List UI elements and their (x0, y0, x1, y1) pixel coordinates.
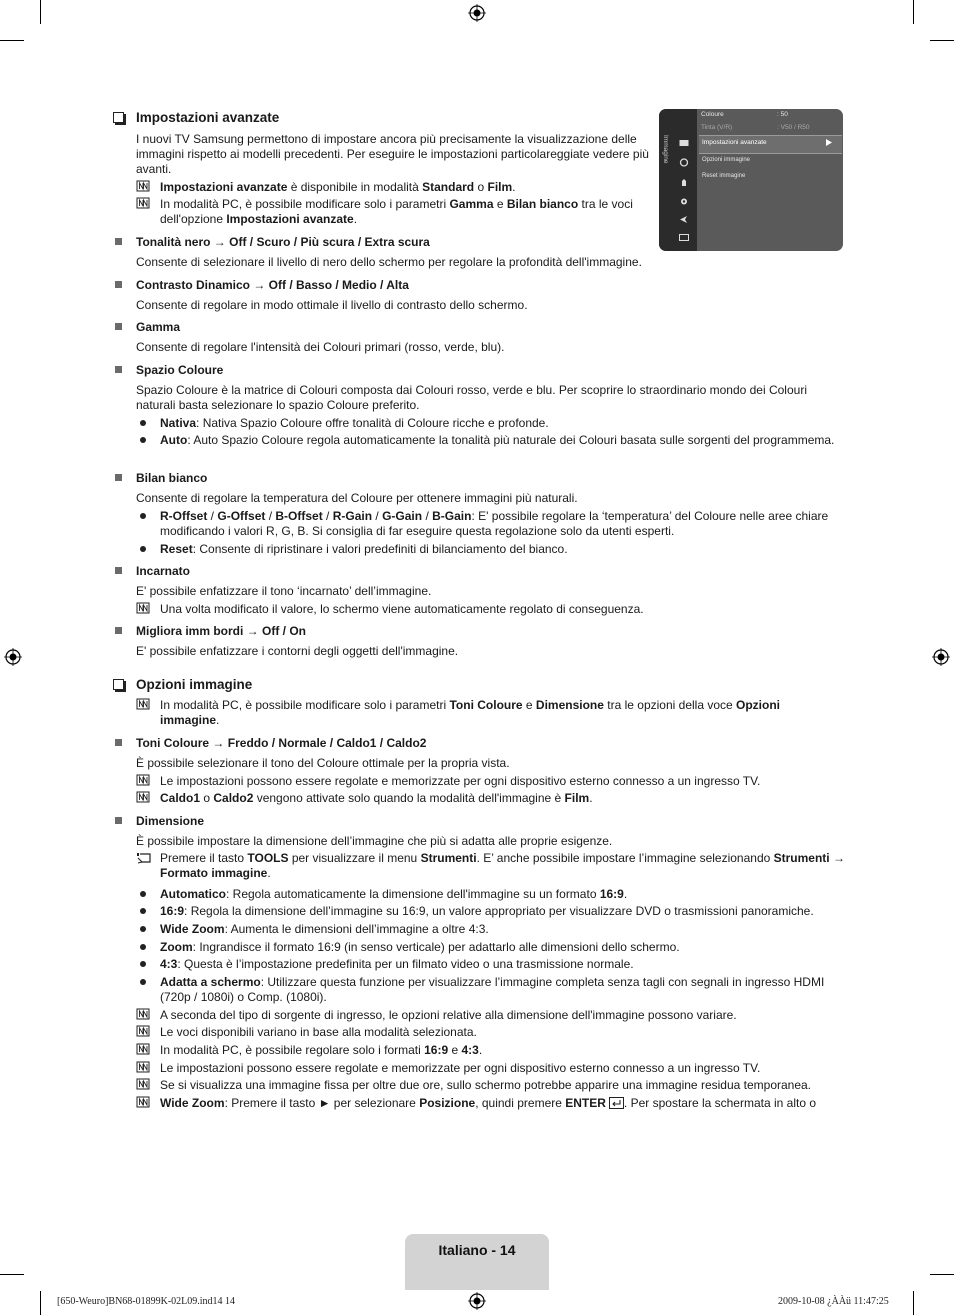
text: tra le opzioni della voce (603, 698, 737, 712)
bold-text: Strumenti → Formato immagine (160, 851, 845, 880)
bullet-icon (140, 420, 146, 426)
section-title: Impostazioni avanzate (136, 110, 280, 125)
text: e (493, 197, 507, 211)
note-icon (136, 602, 150, 614)
text: : Aumenta le dimensioni dell’immagine a oltre 4:3. (224, 922, 489, 936)
paragraph: Consente di regolare la temperatura del Coloure per ottenere immagini più naturali. (136, 491, 578, 505)
bold-text: Automatico (160, 887, 226, 901)
text: vengono attivate solo quando la modalità dell'immagine è (253, 791, 565, 805)
text: : Premere il tasto ► per selezionare (224, 1096, 420, 1110)
note-icon (136, 1078, 150, 1090)
bold-text: G-Offset (217, 509, 266, 523)
bold-text: Reset (160, 542, 193, 556)
square-bullet-icon (115, 366, 122, 373)
application-icon (679, 233, 689, 242)
note-icon (136, 774, 150, 786)
bold-text: Auto (160, 433, 188, 447)
text: . (216, 713, 220, 727)
text: : Regola la dimensione dell’immagine su 16:9, un valore appropriato per visualizzare DVD o trasmissioni panoramiche. (184, 904, 814, 918)
print-date: 2009-10-08 ¿ÀÀü 11:47:25 (778, 1296, 889, 1307)
bold-text: Strumenti (420, 851, 477, 865)
bold-text: Impostazioni avanzate (226, 212, 354, 226)
sound-icon (679, 158, 689, 167)
text: Premere il tasto (160, 851, 248, 865)
bold-text: Film (564, 791, 590, 805)
note-icon (136, 698, 150, 710)
note-text: Le impostazioni possono essere regolate e memorizzate per ogni dispositivo esterno connesso a un ingresso TV. (160, 774, 761, 788)
bullet-icon (140, 961, 146, 967)
bold-text: Gamma (449, 197, 494, 211)
text: . (478, 1043, 483, 1057)
bold-text: Bilan bianco (506, 197, 579, 211)
note-icon (136, 180, 150, 192)
bold-text: TOOLS (247, 851, 289, 865)
bold-text: 4:3 (461, 1043, 479, 1057)
bold-text: Standard (422, 180, 475, 194)
menu-item[interactable]: Impostazioni avanzate (702, 139, 767, 146)
bullet-icon (140, 908, 146, 914)
bold-text: 16:9 (599, 887, 624, 901)
bold-text: Adatta a schermo (160, 975, 261, 989)
paragraph: Consente di selezionare il livello di nero dello schermo per regolare la profondità dell'immagine. (136, 255, 642, 269)
menu-row-value: : 50 (777, 111, 788, 118)
menu-row-value: : V50 / R50 (777, 124, 810, 131)
bold-text: Wide Zoom (160, 1096, 225, 1110)
note-text: Se si visualizza una immagine fissa per oltre due ore, sullo schermo potrebbe apparire una immagine residua temporanea. (160, 1078, 812, 1092)
text: In modalità PC, è possibile modificare solo i parametri (160, 197, 450, 211)
note-icon (136, 1061, 150, 1073)
text: / (322, 509, 333, 523)
bullet-icon (140, 513, 146, 519)
text: : Questa è l’impostazione predefinita per un filmato video o una trasmissione normale. (177, 957, 634, 971)
subsection-title: Contrasto Dinamico → Off / Basso / Medio / Alta (136, 278, 409, 292)
note-text: Una volta modificato il valore, lo schermo viene automaticamente regolato di conseguenza. (160, 602, 644, 616)
bullet-icon (140, 979, 146, 985)
paragraph: È possibile selezionare il tono del Coloure ottimale per la propria vista. (136, 756, 510, 770)
note-icon (136, 791, 150, 803)
crop-mark (913, 1291, 914, 1315)
note-text: A seconda del tipo di sorgente di ingresso, le opzioni relative alla dimensione dell'immagine possono variare. (160, 1008, 737, 1022)
tools-icon (136, 851, 152, 864)
paragraph: Spazio Coloure è la matrice di Colouri composta dai Colouri rosso, verde e blu. Per scoprire lo straordinario mondo dei Colouri naturali basta selezionare lo spazio Coloure preferito. (136, 383, 807, 412)
subsection-title: Incarnato (136, 564, 191, 578)
enter-icon (609, 1097, 624, 1109)
subsection-title: Tonalità nero → Off / Scuro / Più scura / Extra scura (136, 235, 430, 249)
registration-mark-icon (468, 1292, 486, 1310)
bold-text: Toni Coloure (449, 698, 523, 712)
crop-mark (40, 1291, 41, 1315)
text: : Ingrandisce il formato 16:9 (in senso verticale) per adattarlo alle dimensioni dello schermo. (192, 940, 680, 954)
square-bullet-icon (115, 627, 122, 634)
text: / (372, 509, 383, 523)
crop-mark (40, 0, 41, 24)
bullet-icon (140, 926, 146, 932)
subsection-title: Spazio Coloure (136, 363, 224, 377)
text: . (267, 866, 271, 880)
menu-item[interactable]: Reset immagine (702, 173, 746, 179)
bold-text: B-Gain (432, 509, 472, 523)
text: tra le voci dell'opzione (160, 197, 633, 226)
subsection-title: Migliora imm bordi → Off / On (136, 624, 306, 638)
setup-icon (679, 197, 689, 206)
bold-text: 4:3 (160, 957, 178, 971)
crop-mark (0, 1274, 24, 1275)
bold-text: Posizione (419, 1096, 476, 1110)
crop-mark (930, 40, 954, 41)
bullet-icon (140, 437, 146, 443)
subsection-title: Bilan bianco (136, 471, 208, 485)
note-icon (136, 1096, 150, 1108)
bullet-icon (140, 891, 146, 897)
bold-text: 16:9 (424, 1043, 449, 1057)
square-bullet-icon (115, 238, 122, 245)
text: è disponibile in modalità (287, 180, 423, 194)
bold-text: ENTER (565, 1096, 606, 1110)
arrow-right-icon (826, 139, 832, 146)
paragraph: È possibile impostare la dimensione dell’immagine che più si adatta alle proprie esigenze. (136, 834, 613, 848)
note-icon (136, 1008, 150, 1020)
text: / (265, 509, 276, 523)
bold-text: Zoom (160, 940, 193, 954)
bold-text: Caldo2 (213, 791, 254, 805)
text: : E' possibile regolare la ‘temperatura’ del Coloure nelle aree chiare modificando i valori R, G, B. Si consiglia di far eseguire questa regolazione solo da utenti esperti. (160, 509, 829, 538)
text: e (522, 698, 536, 712)
registration-mark-icon (4, 648, 22, 666)
text: o (474, 180, 488, 194)
text: / (422, 509, 433, 523)
crop-mark (0, 40, 24, 41)
picture-icon (679, 139, 689, 148)
bold-text: B-Offset (275, 509, 323, 523)
paragraph: Consente di regolare in modo ottimale il livello di contrasto dello schermo. (136, 298, 528, 312)
text: . (512, 180, 516, 194)
crop-mark (913, 0, 914, 24)
bold-text: Nativa (160, 416, 197, 430)
text: : Nativa Spazio Coloure offre tonalità di Coloure ricche e profonde. (196, 416, 549, 430)
text: o (200, 791, 214, 805)
square-bullet-icon (115, 567, 122, 574)
menu-tab-label: Immagine (662, 135, 669, 164)
menu-item[interactable]: Opzioni immagine (702, 157, 751, 163)
note-text: Le impostazioni possono essere regolate e memorizzate per ogni dispositivo esterno connesso a un ingresso TV. (160, 1061, 761, 1075)
text: e (448, 1043, 462, 1057)
square-bullet-icon (115, 474, 122, 481)
subsection-title: Toni Coloure → Freddo / Normale / Caldo1 / Caldo2 (136, 736, 427, 750)
page-number: Italiano - 14 (438, 1242, 516, 1258)
bold-text: 16:9 (160, 904, 185, 918)
text: , quindi premere (475, 1096, 566, 1110)
square-bullet-icon (115, 281, 122, 288)
registration-mark-icon (932, 648, 950, 666)
input-icon (679, 215, 689, 224)
file-info: [650-Weuro]BN68-01899K-02L09.ind14 14 (57, 1296, 236, 1307)
crop-mark (930, 1274, 954, 1275)
text: In modalità PC, è possibile regolare solo i formati (160, 1043, 425, 1057)
bold-text: Dimensione (535, 698, 604, 712)
bold-text: R-Offset (160, 509, 208, 523)
bold-text: Opzioni immagine (160, 698, 781, 727)
bullet-icon (140, 944, 146, 950)
text: . E’ anche possibile impostare l’immagine selezionando (476, 851, 774, 865)
text: . (353, 212, 358, 226)
paragraph: Consente di regolare l'intensità dei Colouri primari (rosso, verde, blu). (136, 340, 505, 354)
section-title: Opzioni immagine (136, 677, 253, 692)
text: . Per spostare la schermata in alto o (623, 1096, 817, 1110)
menu-row-label: Tinta (V/R) (701, 124, 733, 131)
paragraph: E' possibile enfatizzare il tono ‘incarnato’ dell’immagine. (136, 584, 432, 598)
text: / (207, 509, 218, 523)
bullet-icon (140, 546, 146, 552)
subsection-title: Dimensione (136, 814, 205, 828)
text: : Utilizzare questa funzione per visualizzare l’immagine completa senza tagli con segnali in ingresso HDMI (720p / 1080i) o Comp. (1080i). (160, 975, 825, 1004)
square-bullet-icon (115, 323, 122, 330)
bold-text: Impostazioni avanzate (160, 180, 288, 194)
text: : Auto Spazio Coloure regola automaticamente la tonalità più naturale dei Colouri basata sulle sorgenti del programmema. (187, 433, 835, 447)
bold-text: G-Gain (382, 509, 423, 523)
bold-text: Film (487, 180, 513, 194)
paragraph: I nuovi TV Samsung permettono di impostare ancora più precisamente la visualizzazione delle immagini rispetto ai modelli precedenti. Per eseguire le impostazioni particolareggiate vedere più avanti. (136, 132, 649, 176)
text: per visualizzare il menu (288, 851, 421, 865)
menu-row-label: Coloure (701, 111, 724, 118)
text: : Regola automaticamente la dimensione dell'immagine su un formato (226, 887, 600, 901)
square-bullet-icon (115, 817, 122, 824)
checkbox-icon (113, 679, 124, 690)
bold-text: Wide Zoom (160, 922, 225, 936)
text: . (589, 791, 593, 805)
bold-text: Caldo1 (160, 791, 201, 805)
registration-mark-icon (468, 4, 486, 22)
text: In modalità PC, è possibile modificare solo i parametri (160, 698, 450, 712)
paragraph: E' possibile enfatizzare i contorni degli oggetti dell'immagine. (136, 644, 459, 658)
note-icon (136, 1025, 150, 1037)
note-icon (136, 1043, 150, 1055)
subsection-title: Gamma (136, 320, 181, 334)
checkbox-icon (113, 112, 124, 123)
text: . (623, 887, 628, 901)
note-text: Le voci disponibili variano in base alla modalità selezionata. (160, 1025, 477, 1039)
square-bullet-icon (115, 739, 122, 746)
bold-text: R-Gain (332, 509, 373, 523)
text: : Consente di ripristinare i valori predefiniti di bilanciamento del bianco. (192, 542, 568, 556)
note-icon (136, 197, 150, 209)
